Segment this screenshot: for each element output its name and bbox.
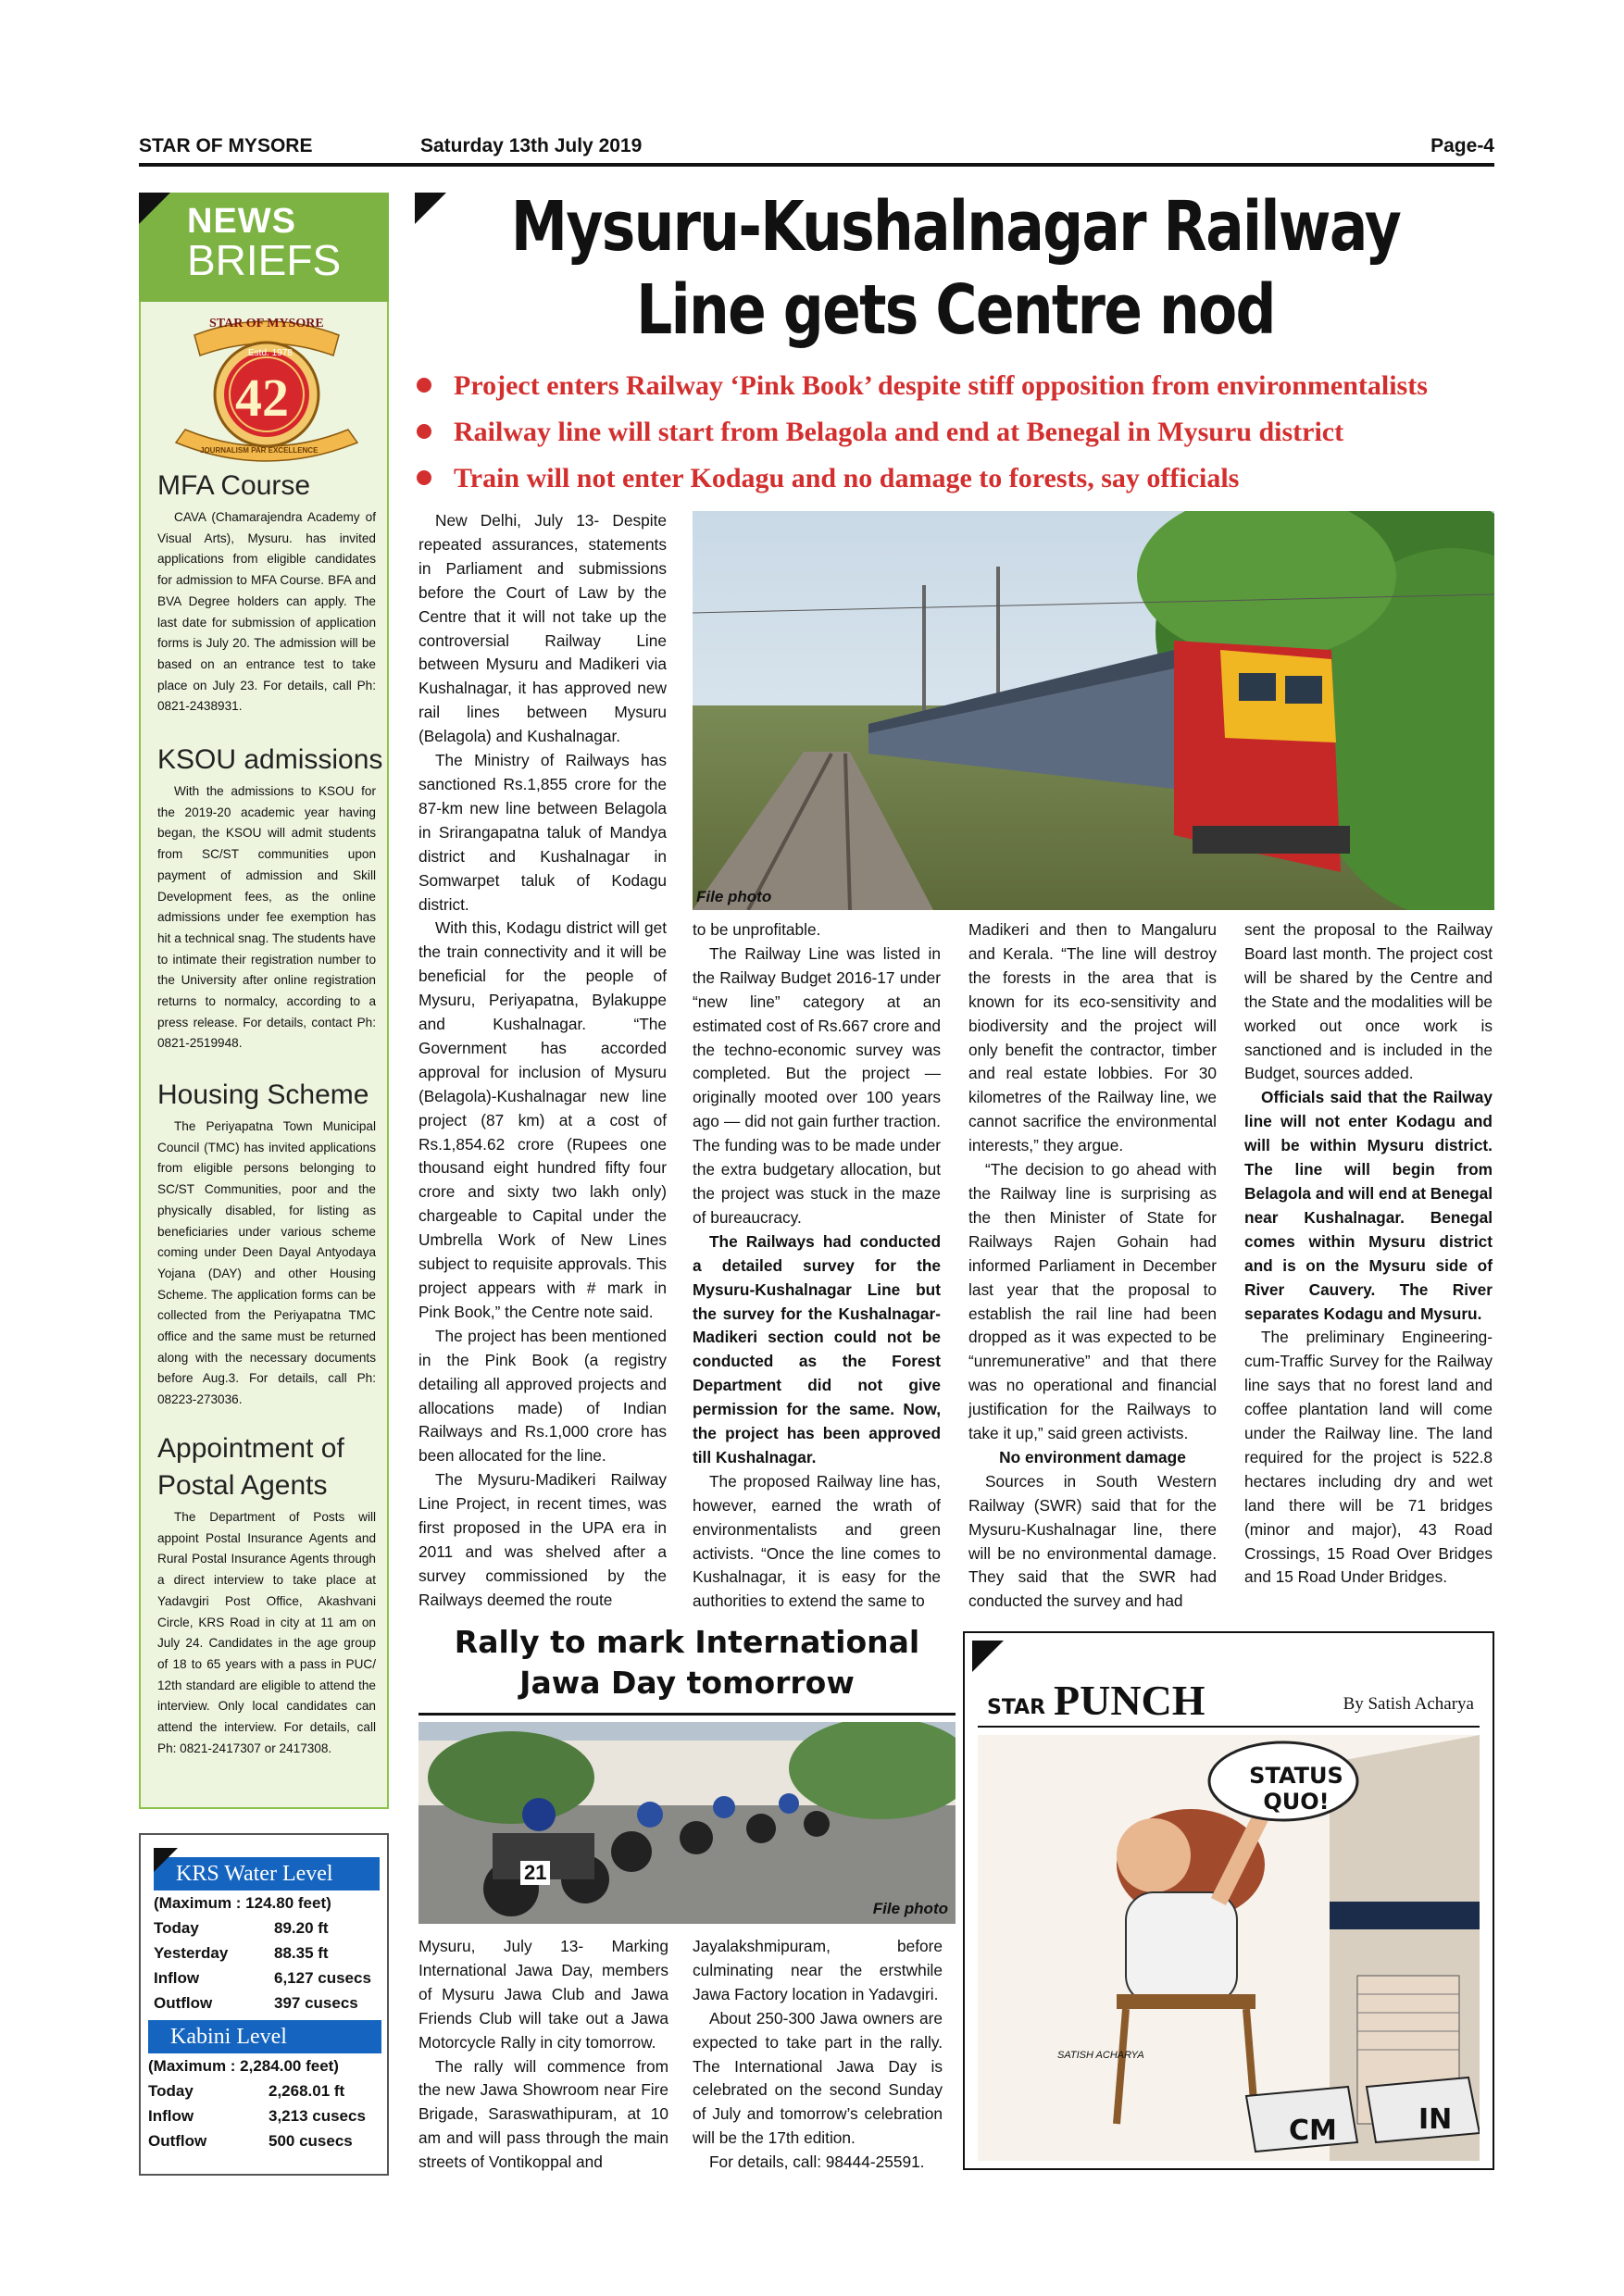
- header-rule: [139, 163, 1494, 167]
- rally-headline-line-2: Jawa Day tomorrow: [519, 1665, 855, 1701]
- bullet-2: Railway line will start from Belagola and end at Benegal in Mysuru district: [417, 417, 1494, 448]
- cm-nameplate: CM: [1289, 2115, 1337, 2147]
- bullet-dot-icon: [417, 378, 431, 393]
- brief-body-mfa: CAVA (Chamarajendra Academy of Visual Arts), Mysuru. has invited applications from eligible candidates for admission to MFA Course. BFA and BVA Degree holders can apply. The last date for submission of application forms is July 20. The admission will be based on an entrance test to take place on July 23. For details, call Ph: 0821-2438931.: [157, 510, 376, 714]
- rally-rule: [418, 1713, 956, 1716]
- paragraph: to be unprofitable.: [693, 920, 821, 939]
- logo-estd: Estd. 1978: [248, 348, 293, 358]
- paragraph: The Railway Line was listed in the Railway Budget 2016-17 under “new line” category at an estimated cost of Rs.667 crore and the techno-economic survey was completed. But the project — originally mooted over 100 years ago — did not gain further traction. The funding was to be made under the extra budgetary allocation, but the project was stuck in the maze of bureaucracy.: [693, 943, 941, 1227]
- brief-title-postal-2: Postal Agents: [157, 1470, 328, 1501]
- brief-body-postal: The Department of Posts will appoint Postal Insurance Agents and Rural Postal Insurance Agents through a direct interview to take place at Yadavgiri Post Office, Akashvani Circle, KRS Road in city at 11 am on July 24. Candidates in the age group of 18 to 65 years with a pass in PUC/ 12th standard are eligible to attend the interview. Only local candidates can attend the interview. For details, call Ph: 0821-2417307 or 2417308.: [157, 1510, 376, 1755]
- speech-bubble-text: STATUS QUO!: [1249, 1763, 1343, 1815]
- bullet-3: Train will not enter Kodagu and no damage to forests, say officials: [417, 463, 1494, 494]
- punch-label: PUNCH: [1054, 1677, 1206, 1724]
- krs-row: Yesterday 88.35 ft: [154, 1944, 329, 1962]
- cartoonist-signature: SATISH ACHARYA: [1057, 2050, 1144, 2061]
- paragraph: Sources in South Western Railway (SWR) said that for the Mysuru-Kushalnagar line, there will be no environmental damage. They said that the SWR had conducted the survey and had: [968, 1471, 1217, 1611]
- brief-title-housing: Housing Scheme: [157, 1079, 369, 1110]
- paragraph: Officials said that the Railway line will not enter Kodagu and will be within Mysuru district. The line will begin from Belagola and will end at Benegal near Kushalnagar. Benegal comes within Mysuru district and is on the Mysuru side of River Cauvery. The River separates Kodagu and Mysuru.: [1244, 1088, 1493, 1323]
- punch-rule: [978, 1726, 1480, 1728]
- bullet-1: Project enters Railway ‘Pink Book’ despite stiff opposition from environmentalists: [417, 370, 1494, 402]
- star-punch-cartoon: [963, 1631, 1494, 2170]
- logo-banner-text: STAR OF MYSORE: [209, 317, 324, 331]
- star-label: STAR: [987, 1696, 1046, 1719]
- bullet-dot-icon: [417, 470, 431, 485]
- paragraph: sent the proposal to the Railway Board last month. The project cost will be shared by the Centre and the State and the modalities will be worked out once work is sanctioned and is included in the Budget, sources added.: [1244, 920, 1493, 1083]
- bike-number: 21: [520, 1861, 550, 1885]
- brief-body-ksou: With the admissions to KSOU for the 2019-20 academic year having began, the KSOU will admit students from SC/ST communities upon payment of admission and Skill Development fees, as the online admissions under fee exemption has hit a technical snag. The students have to intimate their registration number to the University after online registration returns to normalcy, according to a press release. For details, contact Ph: 0821-2519948.: [157, 784, 376, 1051]
- paragraph: Madikeri and then to Mangaluru and Kerala. “The line will destroy the forests in the area that is known for its eco-sensitivity and biodiversity and the project will only benefit the contractor, timber and real estate lobbies. For 30 kilometres of the Railway line, we cannot sacrifice the environmental interests,” they argue.: [968, 920, 1217, 1155]
- paragraph: New Delhi, July 13- Despite repeated assurances, statements in Parliament and submissions before the Court of Law by the Centre that it will not take up the controversial Railway Line between Mysuru and Madikeri via Kushalnagar, it has approved new rail lines between Mysuru (Belagola) and Kushalnagar.: [418, 511, 667, 746]
- paragraph: Mysuru, July 13- Marking International Jawa Day, members of Mysuru Jawa Club and Jawa Friends Club will take out a Jawa Motorcycle Rally in city tomorrow.: [418, 1937, 668, 2052]
- story-column-4: [1244, 918, 1493, 1590]
- paragraph: With this, Kodagu district will get the train connectivity and it will be beneficial for the people of Mysuru, Periyapatna, Bylakuppe and Kushalnagar. “The Government has accorded approval for inclusion of Mysuru (Belagola)-Kushalnagar new line project (87 km) at a cost of Rs.1,854.62 crore (Rupees one thousand eight hundred fifty four crore and sixty two lakh only) chargeable to Capital under the Umbrella Work of New Lines subject to requisite approvals. This project appears with # mark in Pink Book,” the Centre note said.: [418, 918, 667, 1321]
- krs-row: Today 89.20 ft: [154, 1919, 329, 1937]
- corner-mark-icon: [415, 193, 446, 224]
- brief-title-mfa: MFA Course: [157, 470, 311, 501]
- headline-line-2: Line gets Centre nod: [636, 270, 1275, 350]
- krs-row: Outflow 397 cusecs: [154, 1994, 358, 2012]
- story-column-2: [693, 918, 941, 1614]
- cartoon-byline: By Satish Acharya: [1343, 1694, 1474, 1714]
- paragraph: The proposed Railway line has, however, earned the wrath of environmentalists and green activists. “Once the line comes to Kushalnagar, it is easy for the authorities to extend the same to: [693, 1471, 941, 1611]
- rally-column-2: [693, 1935, 943, 2175]
- kabini-maximum: (Maximum : 2,284.00 feet): [148, 2057, 339, 2075]
- corner-mark-icon: [139, 193, 170, 224]
- main-headline: [508, 185, 1403, 352]
- paragraph: Jayalakshmipuram, before culminating near the erstwhile Jawa Factory location in Yadavgiri.: [693, 1937, 943, 2003]
- news-label: NEWS: [187, 202, 296, 241]
- krs-row: Inflow 6,127 cusecs: [154, 1969, 371, 1987]
- paragraph: “The decision to go ahead with the Railway line is surprising as the then Minister of State for Railways Rajen Gohain had informed Parliament in December last year that the proposal to establish the rail line had been dropped as it was expected to be “unremunerative” and that there was no operational and financial justification for the Railways to take it up,” said green activists.: [968, 1160, 1217, 1443]
- paragraph: The preliminary Engineering-cum-Traffic Survey for the Railway line says that no forest land and coffee plantation land will come under the Railway line. The land required for the project is 522.8 hectares including dry and wet land there will be 71 bridges (minor and major), 43 Road Crossings, 15 Road Over Bridges and 15 Road Under Bridges.: [1244, 1328, 1493, 1587]
- water-level-box: [139, 1833, 389, 2176]
- krs-title: KRS Water Level: [154, 1857, 380, 1890]
- logo-number: 42: [235, 368, 289, 428]
- rally-column-1: [418, 1935, 668, 2175]
- rally-headline: [418, 1622, 956, 1703]
- headline-line-1: Mysuru-Kushalnagar Railway: [510, 187, 1401, 267]
- paragraph: The project has been mentioned in the Pink Book (a registry detailing all approved projects and allocations made) of Indian Railways and Rs.1,000 crore has been allocated for the line.: [418, 1326, 667, 1466]
- kabini-row: Today 2,268.01 ft: [148, 2082, 345, 2100]
- paragraph: For details, call: 98444-25591.: [709, 2152, 925, 2172]
- news-briefs-header: [139, 193, 389, 302]
- page-number: Page-4: [1430, 135, 1494, 156]
- kabini-title: Kabini Level: [148, 2020, 381, 2053]
- issue-date: Saturday 13th July 2019: [420, 135, 643, 156]
- train-photo: [693, 511, 1494, 910]
- krs-section: [154, 1857, 380, 2015]
- logo-ribbon-text: JOURNALISM PAR EXCELLENCE: [200, 446, 319, 455]
- corner-mark-icon: [972, 1641, 1004, 1672]
- brief-title-postal-1: Appointment of: [157, 1433, 344, 1464]
- krs-maximum: (Maximum : 124.80 feet): [154, 1894, 331, 1912]
- paragraph: About 250-300 Jawa owners are expected to take part in the rally. The International Jawa Day is celebrated on the second Sunday of July and tomorrow’s celebration will be the 17th edition.: [693, 2008, 943, 2148]
- story-column-1: [418, 509, 667, 1613]
- anniversary-logo: [157, 304, 376, 470]
- bullet-dot-icon: [417, 424, 431, 439]
- paragraph: The rally will commence from the new Jawa Showroom near Fire Brigade, Saraswathipuram, at 10 am and will pass through the main streets of Vontikoppal and: [418, 2056, 668, 2172]
- rally-headline-line-1: Rally to mark International: [454, 1624, 920, 1660]
- brief-body-housing: The Periyapatna Town Municipal Council (TMC) has invited applications from eligible persons belonging to SC/ST Communities, poor and the physically disabled, for listing as beneficiaries under various scheme coming under Deen Dayal Antyodaya Yojana (DAY) and other Housing Scheme. The application forms can be collected from the Periyapatna TMC office and the same must be returned along with the necessary documents before Aug.3. For details, call Ph: 08223-273036.: [157, 1119, 376, 1407]
- paragraph: The Mysuru-Madikeri Railway Line Project, in recent times, was first proposed in the UPA era in 2011 and was shelved after a survey commissioned by the Railways deemed the route: [418, 1470, 667, 1609]
- paragraph: The Ministry of Railways has sanctioned Rs.1,855 crore for the 87-km new line between Belagola in Srirangapatna taluk of Mandya district and Kushalnagar in Somwarpet taluk of Kodagu district.: [418, 751, 667, 914]
- kabini-row: Outflow 500 cusecs: [148, 2132, 353, 2150]
- subheading: No environment damage: [999, 1447, 1186, 1466]
- corner-mark-icon: [154, 1848, 178, 1872]
- kabini-section: [148, 2020, 381, 2153]
- brief-title-ksou: KSOU admissions: [157, 744, 383, 775]
- in-nameplate: IN: [1418, 2103, 1453, 2136]
- rally-photo-caption: File photo: [872, 1900, 948, 1917]
- briefs-label: BRIEFS: [187, 236, 342, 284]
- rally-photo: [418, 1722, 956, 1924]
- train-photo-caption: File photo: [696, 888, 772, 905]
- paragraph: The Railways had conducted a detailed survey for the Mysuru-Kushalnagar Line but the survey for the Kushalnagar-Madikeri section could not be conducted as the Forest Department did not give permission for the same. Now, the project has been approved till Kushalnagar.: [693, 1231, 941, 1466]
- story-column-3: [968, 918, 1217, 1614]
- kabini-row: Inflow 3,213 cusecs: [148, 2107, 366, 2125]
- paper-name: STAR OF MYSORE: [139, 135, 313, 156]
